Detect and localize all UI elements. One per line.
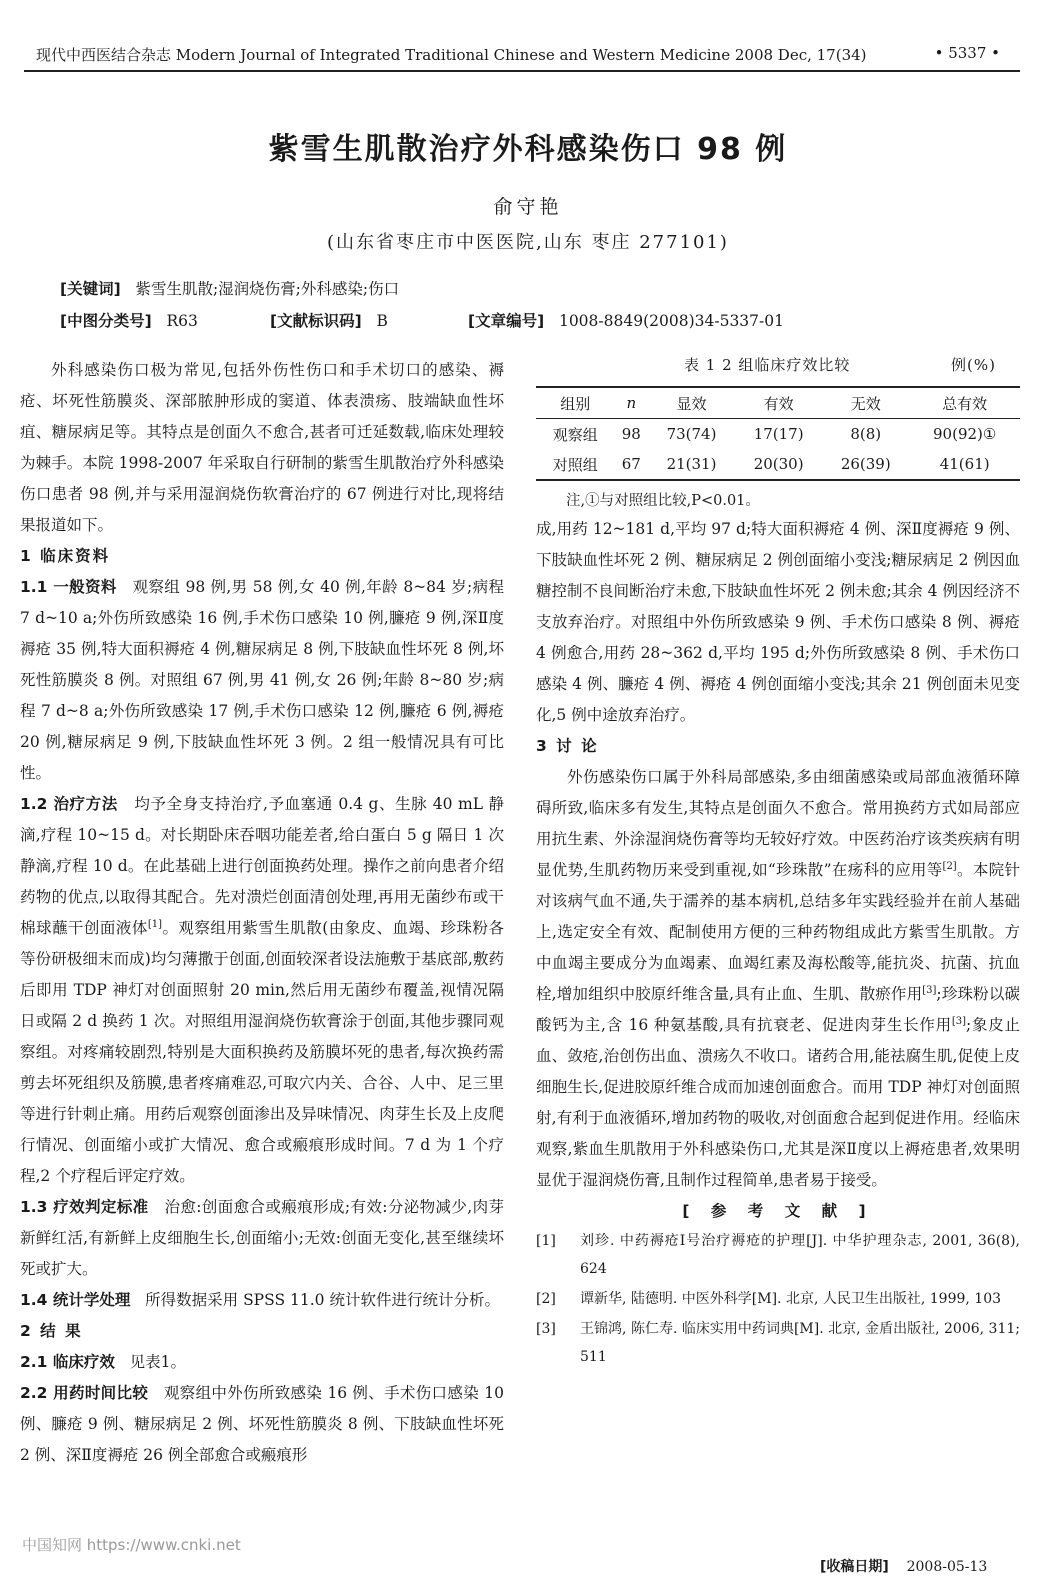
table-cell: 对照组 — [552, 455, 598, 474]
discussion-paragraph — [536, 762, 1020, 1196]
article-no-line — [468, 309, 784, 331]
paragraph-1-1 — [20, 572, 504, 789]
paragraph-2-2-continued: 成,用药 12~181 d,平均 97 d;特大面积褥疮 4 例、深Ⅱ度褥疮 9 例、下肢缺血性坏死 2 例、糖尿病足 2 例创面缩小变浅;糖尿病足 2 例因血糖控制不良间断治疗未愈,下肢缺血性坏死 2 例未愈;其余 4 例因经济不支放弃治疗。对照组中外伤所致感染 9 例、手术伤口感染 8 例、褥疮 4 例愈合,用药 28~362 d,平均 195 d;外伤所致感染 8 例、手术伤口感染 4 例、臁疮 4 例、褥疮 4 例创面缩小变浅;其余 21 例创面未见变化,5 例中途放弃治疗。 — [536, 520, 1020, 724]
subheading-2-1: 2.1 临床疗效 — [20, 1353, 115, 1371]
discussion-text-d: ;象皮止血、敛疮,治创伤出血、溃疡久不收口。诸药合用,能祛腐生肌,促使上皮细胞生长,促进胶原纤维合成而加速创面愈合。而用 TDP 神灯对创面照射,有利于血液循环,增加药物的吸收,对创面愈合起到促进作用。经临床观察,紫血生肌散用于外科感染伤口,尤其是深Ⅱ度以上褥疮患者,效果明显优于湿润烧伤膏,且制作过程简单,患者易于接受。 — [536, 1016, 1020, 1189]
received-label: [收稿日期] — [820, 1559, 889, 1575]
text-1-2a: 均予全身支持治疗,予血塞通 0.4 g、生脉 40 mL 静滴,疗程 10~15 d。对长期卧床吞咽功能差者,给白蛋白 5 g 隔日 1 次静滴,疗程 10 d。在此基础上进行创面换药处理。操作之前向患者介绍药物的优点,以取得其配合。先对溃烂创面清创处理,再用无菌纱布或干棉球蘸干创面液体 — [20, 795, 504, 937]
table-cell: 观察组 — [552, 425, 598, 444]
paragraph-1-2 — [20, 789, 504, 1192]
received-date-line — [820, 1556, 987, 1576]
results-table-block — [536, 352, 1020, 510]
subheading-1-4: 1.4 统计学处理 — [20, 1291, 131, 1309]
subheading-1-1: 1.1 一般资料 — [20, 578, 117, 596]
column-header: 总有效 — [942, 394, 988, 413]
table-cell: 8(8) — [850, 425, 882, 443]
text-1-2b: 。观察组用紫雪生肌散(由象皮、血竭、珍珠粉各等份研极细末而成)均匀薄撒于创面,创面较深者设法施敷于基底部,敷药后即用 TDP 神灯对创面照射 20 min,然后用无菌纱布覆盖,视情况隔日或隔 2 d 换药 1 次。对照组用湿润烧伤软膏涂于创面,其他步骤同观察组。对疼痛较剧烈,特别是大面积换药及筋膜坏死的患者,每次换药需剪去坏死组织及筋膜,患者疼痛难忍,可取穴内关、合谷、人中、足三里等进行针刺止痛。用药后观察创面渗出及异味情况、肉芽生长及上皮爬行情况、创面缩小或扩大情况、愈合或瘢痕形成时间。7 d 为 1 个疗程,2 个疗程后评定疗效。 — [20, 919, 504, 1185]
table-caption: 表 1 2 组临床疗效比较 — [684, 356, 851, 374]
subheading-1-3: 1.3 疗效判定标准 — [20, 1198, 149, 1216]
affiliation: (山东省枣庄市中医医院,山东 枣庄 277101) — [327, 232, 729, 253]
paragraph-2-1 — [20, 1347, 504, 1378]
article-no-label: [文章编号] — [468, 312, 545, 330]
reference-item — [536, 1285, 1020, 1313]
references-heading: [ 参 考 文 献 ] — [682, 1202, 874, 1220]
column-header: 显效 — [676, 394, 707, 413]
received-date: 2008-05-13 — [906, 1559, 988, 1575]
author: 俞守艳 — [493, 196, 563, 218]
table-header-row — [536, 387, 1020, 419]
cnki-watermark: 中国知网 https://www.cnki.net — [22, 1536, 241, 1554]
discussion-text-a: 外伤感染伤口属于外科局部感染,多由细菌感染或局部血液循环障碍所致,临床多有发生,其特点是创面久不愈合。常用换药方式如局部应用抗生素、外涂湿润烧伤膏等均无较好疗效。中医药治疗该类疾病有明显优势,生肌药物历来受到重视,如“珍珠散”在疡科的应用等 — [536, 768, 1020, 879]
clc-value: R63 — [166, 312, 198, 330]
reference-text: 王锦鸿, 陈仁寿. 临床实用中药词典[M]. 北京, 金盾出版社, 2006, 311; 511 — [580, 1321, 1020, 1365]
text-1-1: 观察组 98 例,男 58 例,女 40 例,年龄 8~84 岁;病程 7 d~10 a;外伤所致感染 16 例,手术伤口感染 10 例,臁疮 9 例,深Ⅱ度褥疮 35 例,特大面积褥疮 4 例,糖尿病足 8 例,下肢缺血性坏死 8 例,坏死性筋膜炎 8 例。对照组 67 例,男 41 例,女 26 例;年龄 8~80 岁;病程 7 d~8 a;外伤所致感染 17 例,手术伤口感染 12 例,臁疮 6 例,褥疮 20 例,糖尿病足 9 例,下肢缺血性坏死 3 例。2 组一般情况具有可比性。 — [20, 578, 505, 782]
text-1-3: 治愈:创面愈合或瘢痕形成;有效:分泌物减少,肉芽新鲜红活,有新鲜上皮细胞生长,创面缩小;无效:创面无变化,甚至继续坏死或扩大。 — [20, 1198, 504, 1278]
page-number: • 5337 • — [934, 44, 1000, 62]
article-no-value: 1008-8849(2008)34-5337-01 — [558, 312, 784, 330]
citation-2[interactable]: [2] — [942, 860, 957, 872]
table-row — [536, 449, 1020, 480]
keywords: 紫雪生肌散;湿润烧伤膏;外科感染;伤口 — [135, 280, 400, 298]
reference-item — [536, 1227, 1020, 1283]
keywords-line — [60, 277, 399, 299]
section-heading-3: 3 讨 论 — [536, 737, 599, 755]
section-heading-1: 1 临床资料 — [20, 547, 111, 565]
text-2-1: 见表1。 — [129, 1353, 187, 1371]
journal-title: 现代中西医结合杂志 Modern Journal of Integrated Traditional Chinese and Western Medicine 2008 Dec, 17(34) — [36, 46, 867, 64]
running-header — [24, 40, 1020, 72]
doc-code-value: B — [376, 312, 388, 330]
reference-text: 刘珍. 中药褥疮Ⅰ号治疗褥疮的护理[J]. 中华护理杂志, 2001, 36(8), 624 — [580, 1233, 1020, 1277]
doc-code-line — [270, 309, 388, 331]
table-row — [536, 419, 1020, 450]
subheading-2-2: 2.2 用药时间比较 — [20, 1384, 149, 1402]
section-heading-2: 2 结 果 — [20, 1322, 83, 1340]
doc-code-label: [文献标识码] — [270, 312, 362, 330]
reference-list — [536, 1227, 1020, 1371]
reference-item — [536, 1315, 1020, 1371]
keywords-label: [关键词] — [60, 280, 121, 298]
column-header: 组别 — [560, 394, 591, 413]
text-2-2: 观察组中外伤所致感染 16 例、手术伤口感染 10 例、臁疮 9 例、糖尿病足 2 例、坏死性筋膜炎 8 例、下肢缺血性坏死 2 例、深Ⅱ度褥疮 26 例全部愈合或瘢痕形 — [20, 1384, 505, 1464]
subheading-1-2: 1.2 治疗方法 — [20, 795, 118, 813]
reference-number: [2] — [536, 1291, 556, 1307]
clc-label: [中图分类号] — [60, 312, 152, 330]
results-table — [536, 386, 1020, 481]
clc-line — [60, 309, 198, 331]
text-1-4: 所得数据采用 SPSS 11.0 统计软件进行统计分析。 — [145, 1291, 500, 1309]
reference-text: 谭新华, 陆德明. 中医外科学[M]. 北京, 人民卫生出版社, 1999, 103 — [580, 1291, 1002, 1307]
paragraph-1-4 — [20, 1285, 504, 1316]
intro-paragraph: 外科感染伤口极为常见,包括外伤性伤口和手术切口的感染、褥疮、坏死性筋膜炎、深部脓肿形成的窦道、体表溃疡、肢端缺血性坏疽、糖尿病足等。其特点是创面久不愈合,甚者可迁延数载,临床处理较为棘手。本院 1998-2007 年采取自行研制的紫雪生肌散治疗外科感染伤口患者 98 例,并与采用湿润烧伤软膏治疗的 67 例进行对比,现将结果报道如下。 — [20, 361, 504, 534]
citation-3b[interactable]: [3] — [951, 1015, 967, 1027]
table-cell: 41(61) — [939, 455, 990, 473]
reference-number: [3] — [536, 1321, 556, 1337]
table-cell: 17(17) — [753, 425, 804, 443]
table-cell: 73(74) — [666, 425, 717, 443]
table-cell: 67 — [621, 455, 641, 473]
paragraph-2-2 — [20, 1378, 504, 1471]
table-cell: 20(30) — [753, 455, 804, 473]
citation-1[interactable]: [1] — [147, 918, 162, 930]
column-header: 无效 — [850, 394, 881, 413]
table-note: 注,①与对照组比较,P<0.01。 — [566, 493, 760, 509]
column-header: n — [626, 394, 637, 412]
right-column — [536, 514, 1020, 1373]
column-header: 有效 — [763, 394, 794, 413]
reference-number: [1] — [536, 1233, 556, 1249]
table-cell: 26(39) — [840, 455, 891, 473]
article-title: 紫雪生肌散治疗外科感染伤口 98 例 — [268, 132, 788, 167]
table-unit: 例(%) — [951, 356, 996, 374]
citation-3[interactable]: [3] — [922, 984, 937, 996]
table-cell: 21(31) — [666, 455, 717, 473]
paragraph-1-3 — [20, 1192, 504, 1285]
discussion-text-b: 。本院针对该病气血不通,失于濡养的基本病机,总结多年实践经验并在前人基础上,选定安全有效、配制使用方便的三种药物组成此方紫雪生肌散。方中血竭主要成分为血竭素、血竭红素及海松酸等,能抗炎、抗菌、抗血栓,增加组织中胶原纤维含量,具有止血、生肌、散瘀作用 — [536, 861, 1020, 1003]
table-cell: 90(92)① — [933, 425, 997, 443]
left-column — [20, 355, 504, 1471]
table-caption-row — [536, 352, 1020, 382]
table-cell: 98 — [621, 425, 641, 443]
discussion-text-c: ;珍珠粉以碳酸钙为主,含 16 种氨基酸,具有抗衰老、促进肉芽生长作用 — [536, 985, 1020, 1034]
